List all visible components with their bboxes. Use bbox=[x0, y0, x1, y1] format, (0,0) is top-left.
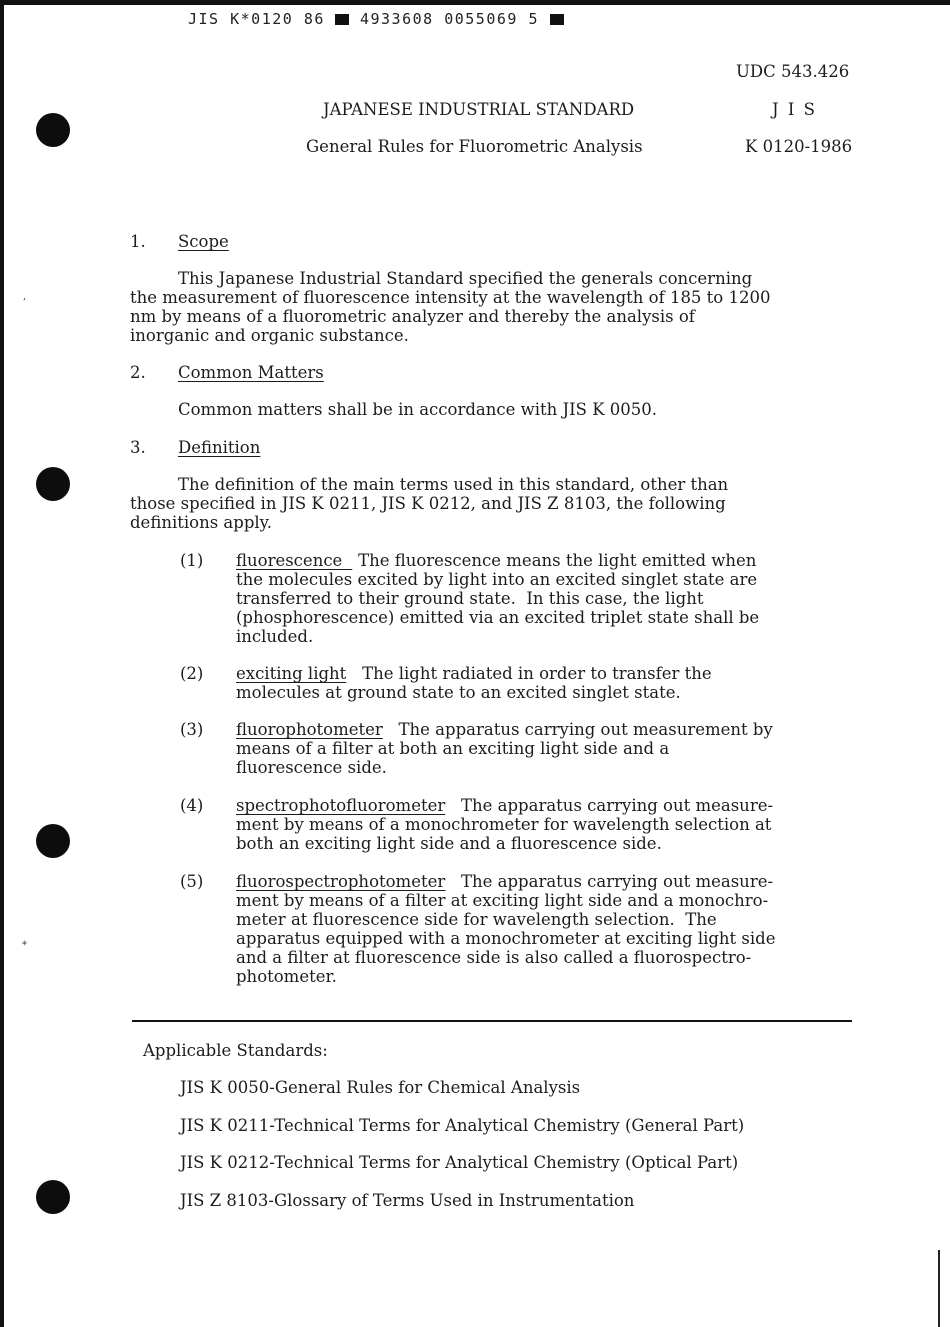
paragraph-line: Common matters shall be in accordance with JIS K 0050. bbox=[178, 400, 658, 419]
definition-item-first-line: spectrophotofluorometer The apparatus carrying out measure- bbox=[236, 796, 774, 815]
stamp-code: JIS K*0120 86 bbox=[188, 10, 325, 28]
paragraph-line: the measurement of fluorescence intensity at the wavelength of 185 to 1200 bbox=[130, 288, 771, 307]
punch-hole-icon bbox=[36, 467, 70, 501]
punch-hole-icon bbox=[36, 824, 70, 858]
definition-item-line: ment by means of a monochrometer for wavelength selection at bbox=[236, 815, 772, 834]
definition-item-line: meter at fluorescence side for wavelength selection. The bbox=[236, 910, 717, 929]
definition-item-first-line: exciting light The light radiated in order to transfer the bbox=[236, 664, 712, 683]
definition-item-first-line: fluorescence The fluorescence means the light emitted when bbox=[236, 551, 757, 570]
section-heading-scope: Scope bbox=[178, 232, 229, 251]
definition-item-line: fluorescence side. bbox=[236, 758, 387, 777]
stamp-number: 4933608 0055069 5 bbox=[359, 10, 539, 28]
definition-term: exciting light bbox=[236, 664, 347, 683]
definition-item-number: (1) bbox=[180, 551, 204, 570]
definition-item-line: ment by means of a filter at exciting light side and a monochro- bbox=[236, 891, 769, 910]
section-heading-common-matters: Common Matters bbox=[178, 363, 324, 382]
paragraph-line: those specified in JIS K 0211, JIS K 0212, and JIS Z 8103, the following bbox=[130, 494, 726, 513]
paragraph-line: The definition of the main terms used in this standard, other than bbox=[178, 475, 729, 494]
definition-item-line: (phosphorescence) emitted via an excited triplet state shall be bbox=[236, 608, 760, 627]
definition-item-line: the molecules excited by light into an excited singlet state are bbox=[236, 570, 758, 589]
definition-term: spectrophotofluorometer bbox=[236, 796, 446, 815]
definition-item-line: included. bbox=[236, 627, 314, 646]
udc-number: UDC 543.426 bbox=[736, 62, 850, 81]
definition-item-line: photometer. bbox=[236, 967, 337, 986]
scan-border-right bbox=[938, 1250, 940, 1327]
definition-item-first-line: fluorophotometer The apparatus carrying out measurement by bbox=[236, 720, 773, 739]
scan-border-top bbox=[0, 0, 950, 5]
definition-item-line: molecules at ground state to an excited singlet state. bbox=[236, 683, 681, 702]
applicable-standards-heading: Applicable Standards: bbox=[143, 1041, 328, 1060]
definition-term: fluorospectrophotometer bbox=[236, 872, 446, 891]
paragraph-line: This Japanese Industrial Standard specified the generals concerning bbox=[178, 269, 753, 288]
redaction-bar-icon bbox=[335, 14, 349, 25]
definition-item-number: (4) bbox=[180, 796, 204, 815]
applicable-standard-item: JIS K 0212-Technical Terms for Analytical Chemistry (Optical Part) bbox=[180, 1153, 739, 1172]
definition-term: fluorophotometer bbox=[236, 720, 383, 739]
section-number: 3. bbox=[130, 438, 146, 457]
definition-term: fluorescence bbox=[236, 551, 343, 570]
definition-item-line: apparatus equipped with a monochrometer at exciting light side bbox=[236, 929, 776, 948]
scan-speck: , bbox=[23, 291, 27, 302]
scan-speck: * bbox=[22, 940, 27, 951]
paragraph-line: definitions apply. bbox=[130, 513, 273, 532]
standard-title: JAPANESE INDUSTRIAL STANDARD bbox=[323, 100, 635, 119]
redaction-bar-icon bbox=[550, 14, 564, 25]
section-divider bbox=[132, 1020, 852, 1022]
definition-item-line: means of a filter at both an exciting light side and a bbox=[236, 739, 670, 758]
stamp-line bbox=[188, 10, 564, 29]
applicable-standard-item: JIS Z 8103-Glossary of Terms Used in Instrumentation bbox=[180, 1191, 635, 1210]
definition-item-number: (2) bbox=[180, 664, 204, 683]
definition-item-first-line: fluorospectrophotometer The apparatus carrying out measure- bbox=[236, 872, 774, 891]
document-title: General Rules for Fluorometric Analysis bbox=[306, 137, 643, 156]
section-heading-definition: Definition bbox=[178, 438, 261, 457]
punch-hole-icon bbox=[36, 1180, 70, 1214]
paragraph-line: nm by means of a fluorometric analyzer and thereby the analysis of bbox=[130, 307, 695, 326]
definition-item-number: (5) bbox=[180, 872, 204, 891]
section-number: 1. bbox=[130, 232, 146, 251]
section-number: 2. bbox=[130, 363, 146, 382]
definition-item-number: (3) bbox=[180, 720, 204, 739]
applicable-standard-item: JIS K 0211-Technical Terms for Analytical Chemistry (General Part) bbox=[180, 1116, 745, 1135]
definition-item-line: transferred to their ground state. In this case, the light bbox=[236, 589, 704, 608]
scan-border-left bbox=[0, 0, 4, 1327]
punch-hole-icon bbox=[36, 113, 70, 147]
definition-item-line: and a filter at fluorescence side is also called a fluorospectro- bbox=[236, 948, 752, 967]
paragraph-line: inorganic and organic substance. bbox=[130, 326, 409, 345]
jis-mark: J I S bbox=[772, 100, 817, 119]
document-number: K 0120-1986 bbox=[745, 137, 853, 156]
definition-item-line: both an exciting light side and a fluorescence side. bbox=[236, 834, 662, 853]
applicable-standard-item: JIS K 0050-General Rules for Chemical Analysis bbox=[180, 1078, 581, 1097]
